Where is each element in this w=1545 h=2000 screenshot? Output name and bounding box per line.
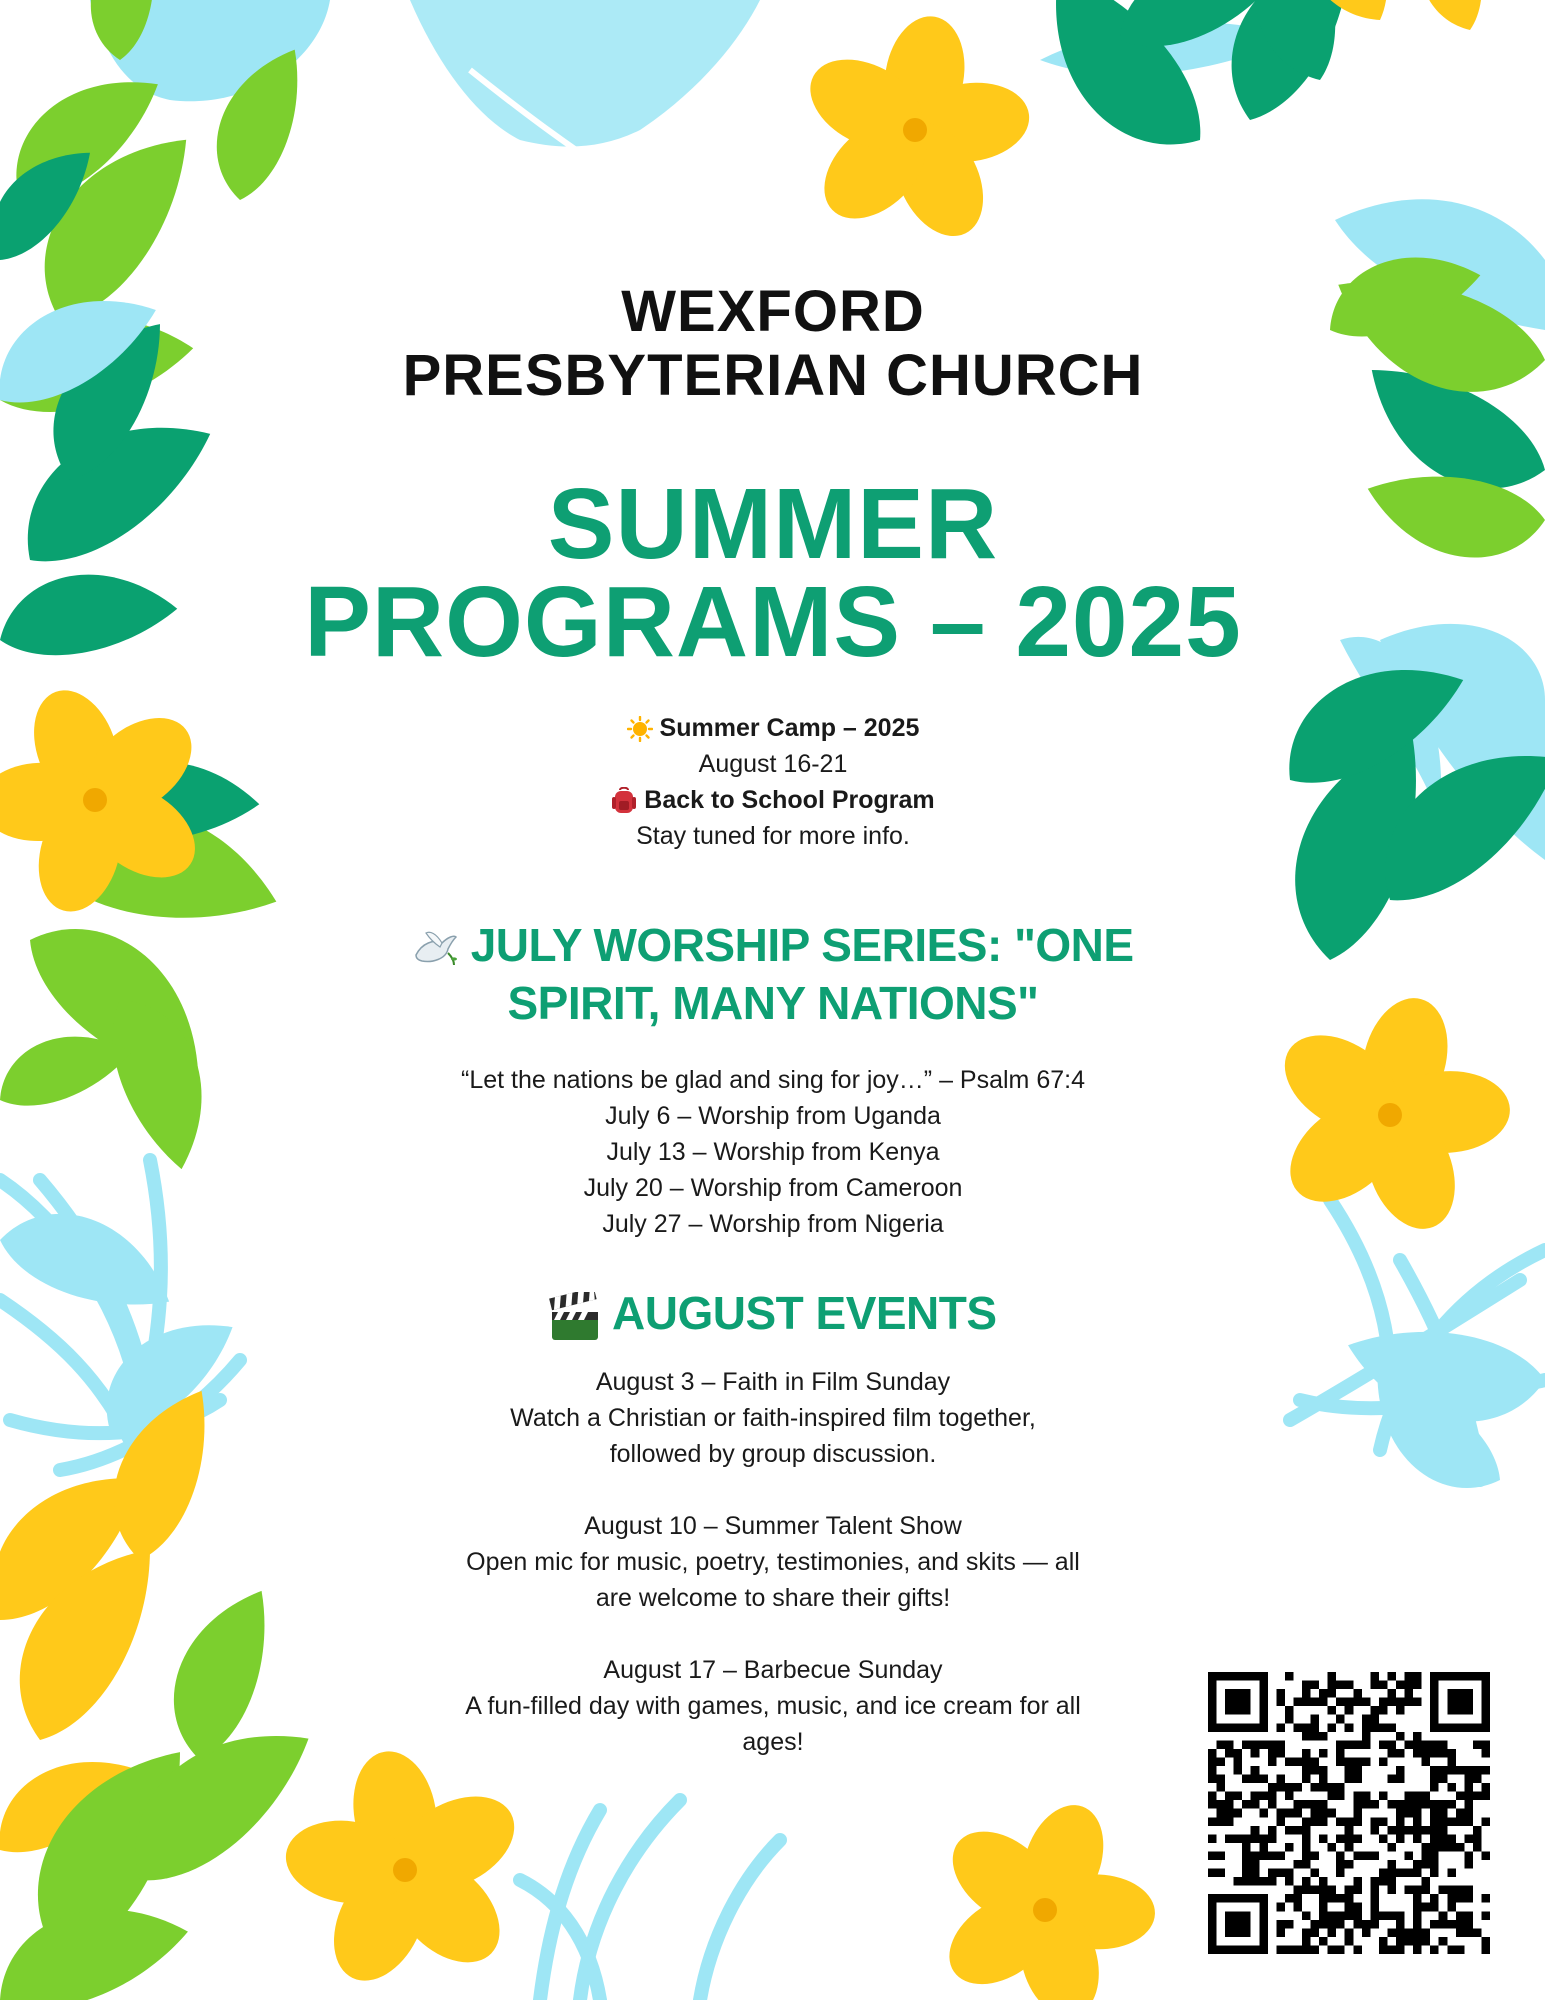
list-item [290,1508,1256,1616]
church-name [290,280,1256,408]
list-item: July 13 – Worship from Kenya [606,1138,940,1166]
event-description: followed by group discussion. [609,1440,937,1468]
event-description: A fun-filled day with games, music, and ice cream for all [465,1692,1081,1720]
event-description: are welcome to share their gifts! [595,1584,951,1612]
event-title: August 3 – Faith in Film Sunday [595,1368,951,1396]
event-title: August 10 – Summer Talent Show [584,1512,962,1540]
church-name-line1: WEXFORD [621,279,925,344]
camp-line [290,710,1256,746]
list-item [290,1364,1256,1472]
title-line1: SUMMER [547,468,999,580]
july-heading-line2: SPIRIT, MANY NATIONS" [507,977,1039,1029]
camp-title: Summer Camp – 2025 [659,714,920,742]
page-title [290,468,1256,678]
clapperboard-icon [549,1292,601,1342]
summer-programs-list [290,710,1256,854]
school-note: Stay tuned for more info. [636,822,910,850]
list-item [290,1652,1256,1760]
july-verse: “Let the nations be glad and sing for joy…” – Psalm 67:4 [461,1066,1085,1094]
sun-icon [627,716,653,742]
august-events [290,1364,1256,1796]
event-description: Open mic for music, poetry, testimonies, and skits — all [466,1548,1080,1576]
august-heading [290,1284,1256,1342]
july-schedule [290,1062,1256,1242]
dove-icon [412,929,458,969]
church-name-line2: PRESBYTERIAN CHURCH [402,343,1144,408]
camp-dates: August 16-21 [698,750,848,778]
list-item: July 20 – Worship from Cameroon [583,1174,963,1202]
july-heading-text1: JULY WORSHIP SERIES: "ONE [470,919,1134,971]
event-description: Watch a Christian or faith-inspired film together, [510,1404,1036,1432]
august-heading-text: AUGUST EVENTS [612,1287,997,1339]
title-line2: PROGRAMS – 2025 [304,566,1242,678]
school-title: Back to School Program [644,786,935,814]
event-title: August 17 – Barbecue Sunday [603,1656,943,1684]
event-description: ages! [742,1728,804,1756]
backpack-icon [611,787,637,815]
list-item: July 6 – Worship from Uganda [605,1102,941,1130]
school-line [290,782,1256,818]
qr-code-icon[interactable] [1208,1672,1490,1954]
list-item: July 27 – Worship from Nigeria [602,1210,944,1238]
july-heading-line1 [290,916,1256,974]
july-heading [290,916,1256,1032]
